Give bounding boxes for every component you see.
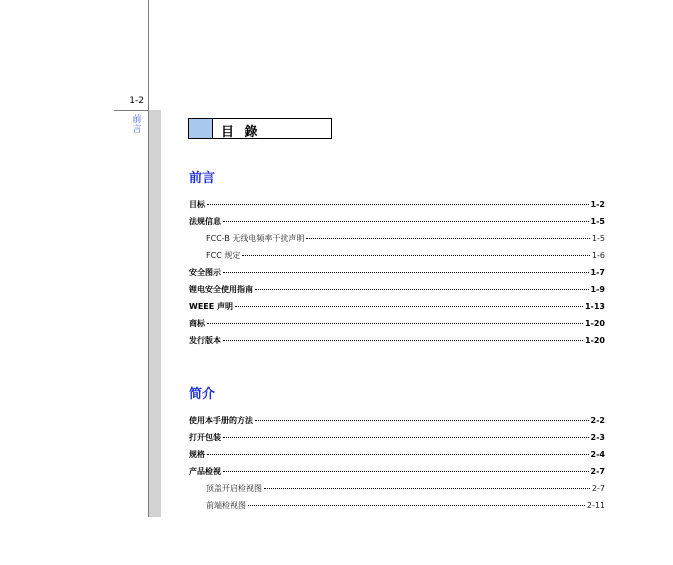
toc-entry-page: 2-7 [590, 467, 605, 476]
toc-entry[interactable] [189, 199, 605, 216]
toc-entry-title: 法规信息 [189, 217, 221, 226]
toc-dot-leader [207, 323, 583, 324]
section-heading-intro: 简介 [189, 387, 216, 402]
toc-entry[interactable] [189, 250, 605, 267]
toc-entry-title: FCC-B 无线电频率干扰声明 [206, 234, 305, 243]
toc-dot-leader [223, 221, 589, 222]
toc-title-box [188, 118, 332, 139]
toc-entry-title: FCC 规定 [206, 251, 241, 260]
toc-entry-page: 1-20 [584, 319, 605, 328]
toc-entry[interactable] [189, 483, 605, 500]
toc-entry-page: 1-5 [591, 234, 605, 243]
toc-entry[interactable] [189, 449, 605, 466]
toc-dot-leader [242, 255, 590, 256]
toc-list-preface [189, 199, 605, 352]
toc-entry-title: 使用本手册的方法 [189, 416, 253, 425]
toc-entry-page: 2-2 [590, 416, 605, 425]
toc-entry-title: 锂电安全使用指南 [189, 285, 253, 294]
toc-entry-title: 顶盖开启检视图 [206, 484, 262, 493]
toc-dot-leader [207, 454, 589, 455]
toc-entry-page: 1-5 [590, 217, 605, 226]
toc-dot-leader [223, 471, 589, 472]
toc-entry-page: 1-9 [590, 285, 605, 294]
toc-entry-title: 发行版本 [189, 336, 221, 345]
toc-entry-page: 2-7 [591, 484, 605, 493]
toc-entry-page: 2-4 [590, 450, 605, 459]
page-number-rule [114, 110, 149, 111]
toc-entry-page: 1-6 [591, 251, 605, 260]
title-color-square [189, 119, 213, 138]
toc-entry-title: 规格 [189, 450, 205, 459]
toc-dot-leader [255, 289, 589, 290]
toc-dot-leader [255, 420, 589, 421]
side-section-label: 前言 [132, 115, 142, 135]
toc-entry-title: 前端检视图 [206, 501, 246, 510]
toc-dot-leader [306, 238, 590, 239]
toc-entry[interactable] [189, 216, 605, 233]
toc-entry-page: 1-2 [590, 200, 605, 209]
toc-entry[interactable] [189, 233, 605, 250]
toc-entry[interactable] [189, 466, 605, 483]
toc-entry[interactable] [189, 301, 605, 318]
toc-entry[interactable] [189, 432, 605, 449]
toc-dot-leader [223, 437, 589, 438]
toc-entry-page: 1-20 [584, 336, 605, 345]
toc-entry[interactable] [189, 415, 605, 432]
side-tab-bar [149, 110, 161, 517]
toc-title: 目 錄 [221, 125, 261, 140]
toc-entry[interactable] [189, 284, 605, 301]
toc-entry-page: 1-13 [584, 302, 605, 311]
toc-entry-title: 打开包装 [189, 433, 221, 442]
page-number: 1-2 [129, 96, 144, 106]
toc-entry-page: 2-3 [590, 433, 605, 442]
toc-entry[interactable] [189, 318, 605, 335]
toc-entry-title: WEEE 声明 [189, 302, 234, 311]
toc-dot-leader [223, 340, 583, 341]
section-heading-preface: 前言 [189, 171, 216, 186]
toc-dot-leader [207, 204, 589, 205]
toc-entry-page: 2-11 [586, 501, 605, 510]
toc-entry-title: 安全图示 [189, 268, 221, 277]
toc-entry-title: 目标 [189, 200, 205, 209]
toc-entry-page: 1-7 [590, 268, 605, 277]
toc-entry-title: 产品检视 [189, 467, 221, 476]
toc-list-intro [189, 415, 605, 517]
toc-entry-title: 商标 [189, 319, 205, 328]
toc-dot-leader [264, 488, 590, 489]
toc-entry[interactable] [189, 267, 605, 284]
toc-dot-leader [248, 505, 585, 506]
toc-dot-leader [223, 272, 589, 273]
toc-dot-leader [235, 306, 583, 307]
toc-entry[interactable] [189, 335, 605, 352]
toc-entry[interactable] [189, 500, 605, 517]
